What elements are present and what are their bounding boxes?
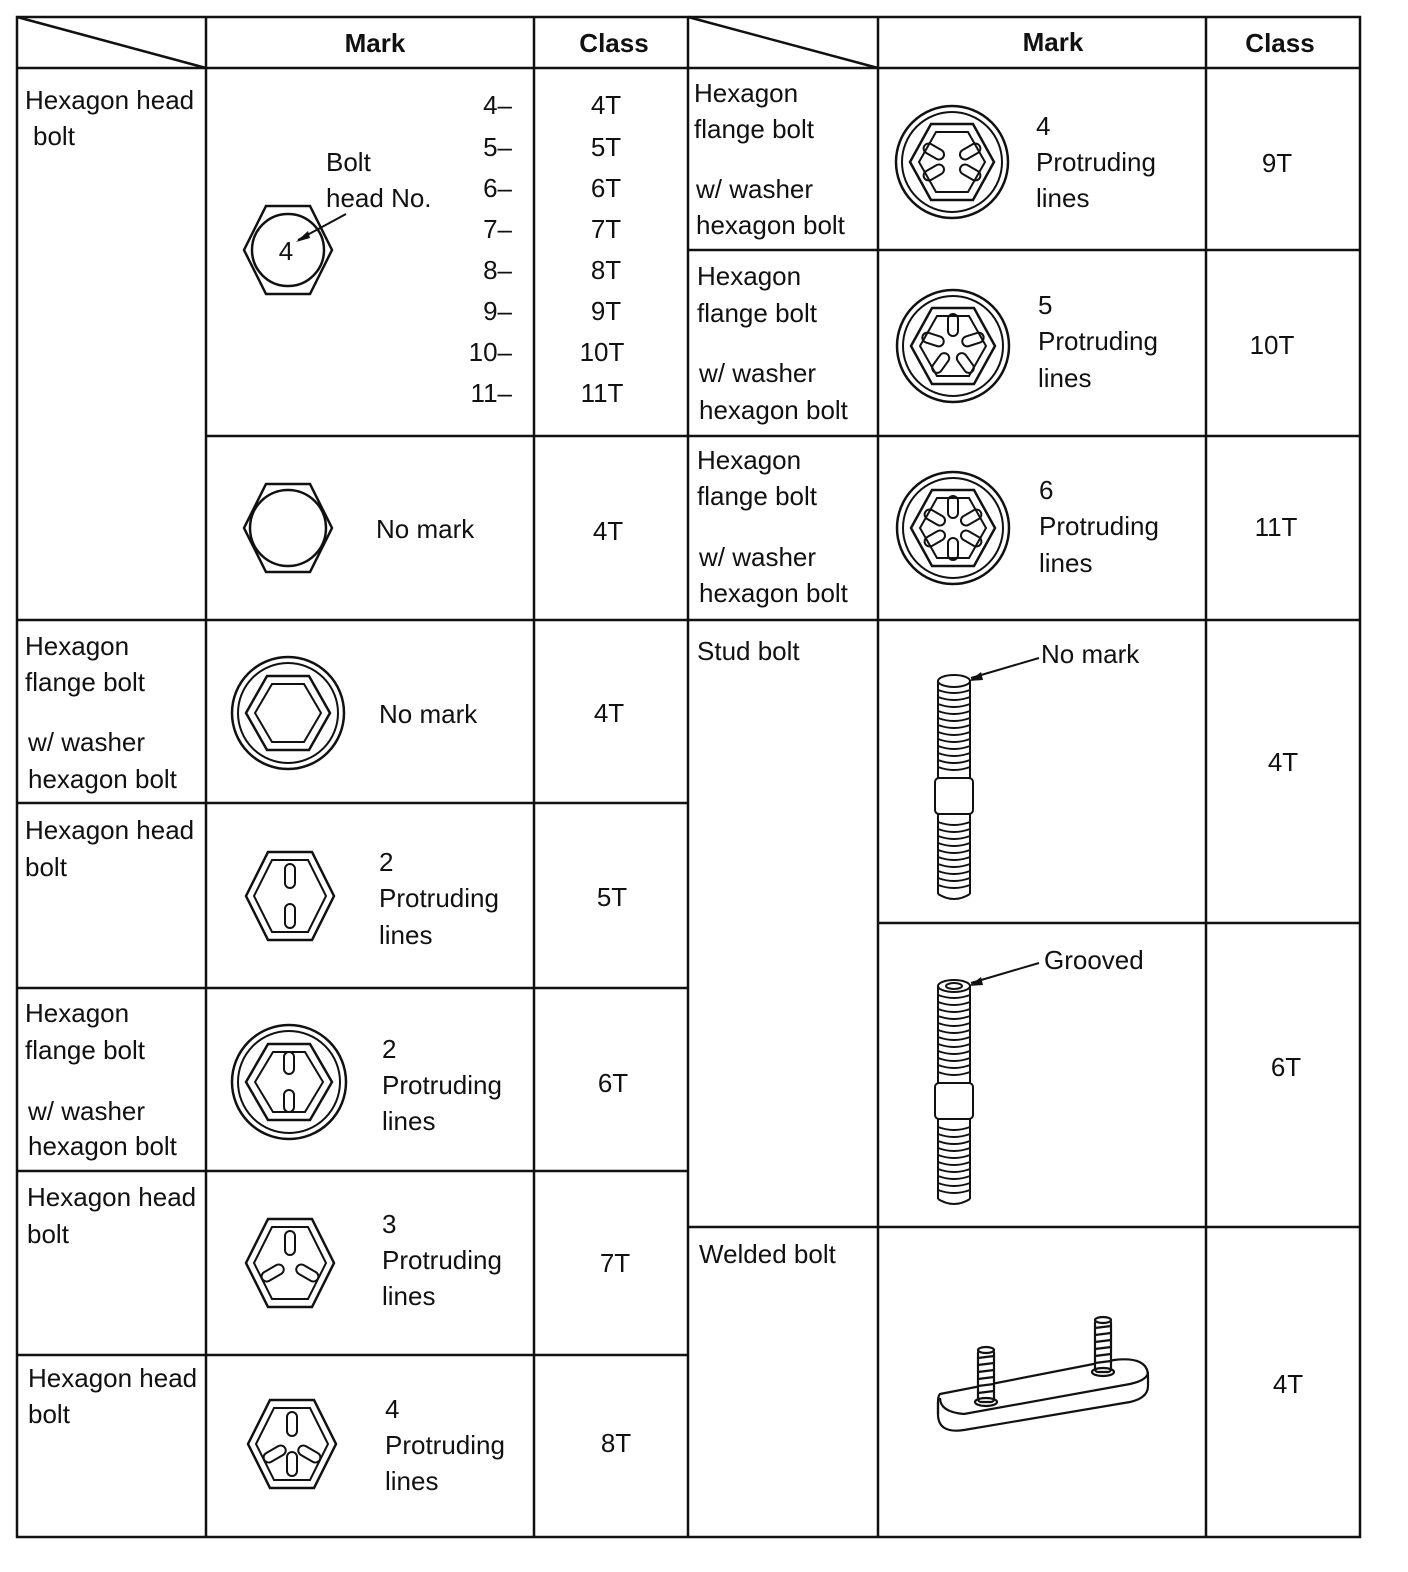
l7-mark-line1: 4 (385, 1394, 400, 1424)
l6-class: 7T (599, 1248, 631, 1278)
r3-mark-line2: Protruding (1039, 511, 1159, 541)
class-7t: 7T (590, 214, 622, 244)
r1-type-line3: w/ washer (696, 174, 814, 204)
hex-head-no-mark-icon (238, 478, 338, 578)
l3-type-line3: w/ washer (28, 727, 146, 757)
l6-mark-line1: 3 (382, 1209, 397, 1239)
head-no-4: 4– (483, 90, 512, 120)
r1-class: 9T (1261, 148, 1293, 178)
head-no-6: 6– (483, 173, 512, 203)
l7-class: 8T (600, 1428, 632, 1458)
stud-bolt-grooved-icon (925, 955, 1050, 1215)
stud-class-4t: 4T (1267, 747, 1299, 777)
l6-mark-line3: lines (382, 1281, 436, 1311)
r3-type-line4: hexagon bolt (699, 578, 848, 608)
l7-mark-line3: lines (385, 1466, 439, 1496)
stud-mark-no-mark: No mark (1041, 639, 1140, 669)
stud-bolt-no-mark-icon (925, 650, 1050, 910)
header-mark-left: Mark (344, 28, 406, 58)
head-number-example: 4 (278, 236, 294, 266)
l7-type-line1: Hexagon head (28, 1363, 198, 1393)
l3-type-line2: flange bolt (25, 667, 145, 697)
r3-mark-line1: 6 (1039, 475, 1054, 505)
flange-6-lines-icon (893, 468, 1013, 588)
l3-type-line1: Hexagon (25, 631, 130, 661)
bolt-head-label-line2: head No. (326, 183, 432, 213)
header-class-left: Class (579, 28, 649, 58)
l4-mark-line1: 2 (379, 847, 394, 877)
r1-type-line2: flange bolt (694, 114, 814, 144)
stud-mark-grooved: Grooved (1044, 945, 1144, 975)
head-no-5: 5– (483, 132, 512, 162)
r2-mark-line2: Protruding (1038, 326, 1158, 356)
l3-class: 4T (593, 698, 625, 728)
r3-type-line1: Hexagon (697, 445, 802, 475)
header-mark-right: Mark (1022, 27, 1084, 57)
class-9t: 9T (590, 296, 622, 326)
l3-type-line4: hexagon bolt (28, 764, 177, 794)
welded-class: 4T (1272, 1369, 1304, 1399)
bolt-head-label-line1: Bolt (326, 147, 371, 177)
l1-type-line1: Hexagon head (25, 85, 195, 115)
l4-type-line2: bolt (25, 852, 67, 882)
class-5t: 5T (590, 132, 622, 162)
hex-2-lines-icon (240, 846, 340, 946)
l1-type-line2: bolt (33, 121, 75, 151)
head-no-9: 9– (483, 296, 512, 326)
stud-type: Stud bolt (697, 636, 800, 666)
class-8t: 8T (590, 255, 622, 285)
r1-type-line1: Hexagon (694, 78, 799, 108)
l4-class: 5T (596, 882, 628, 912)
r1-type-line4: hexagon bolt (696, 210, 845, 240)
class-10t: 10T (579, 337, 625, 367)
l5-mark-line2: Protruding (382, 1070, 502, 1100)
welded-type: Welded bolt (699, 1239, 836, 1269)
r1-mark-line3: lines (1036, 183, 1090, 213)
header-class-right: Class (1245, 28, 1315, 58)
l4-type-line1: Hexagon head (25, 815, 195, 845)
flange-bolt-no-mark-icon (228, 654, 348, 772)
r2-type-line4: hexagon bolt (699, 395, 848, 425)
l5-type-line3: w/ washer (28, 1096, 146, 1126)
l4-mark-line2: Protruding (379, 883, 499, 913)
r2-type-line1: Hexagon (697, 261, 802, 291)
r2-type-line3: w/ washer (699, 358, 817, 388)
hex-4-lines-icon (242, 1394, 342, 1494)
class-11t: 11T (580, 378, 624, 408)
l5-type-line1: Hexagon (25, 998, 130, 1028)
r2-mark-line1: 5 (1038, 290, 1053, 320)
r2-class: 10T (1249, 330, 1295, 360)
l6-type-line2: bolt (27, 1219, 69, 1249)
l5-mark-line1: 2 (382, 1034, 397, 1064)
l7-type-line2: bolt (28, 1399, 70, 1429)
l3-mark: No mark (379, 699, 478, 729)
class-4t: 4T (590, 90, 622, 120)
l5-type-line4: hexagon bolt (28, 1131, 177, 1161)
class-6t: 6T (590, 173, 622, 203)
hex-head-number-icon (238, 200, 348, 304)
flange-bolt-2-lines-icon (228, 1022, 350, 1142)
l5-type-line2: flange bolt (25, 1035, 145, 1065)
head-no-10: 10– (468, 337, 512, 367)
r2-type-line2: flange bolt (697, 298, 817, 328)
l5-mark-line3: lines (382, 1106, 436, 1136)
stud-class-6t: 6T (1270, 1052, 1302, 1082)
flange-4-lines-icon (892, 102, 1012, 222)
r3-type-line2: flange bolt (697, 481, 817, 511)
r3-class: 11T (1254, 512, 1298, 542)
l7-mark-line2: Protruding (385, 1430, 505, 1460)
r3-type-line3: w/ washer (699, 542, 817, 572)
r2-mark-line3: lines (1038, 363, 1092, 393)
l2-class: 4T (592, 516, 624, 546)
r1-mark-line2: Protruding (1036, 147, 1156, 177)
l6-type-line1: Hexagon head (27, 1182, 197, 1212)
head-no-11: 11– (470, 378, 512, 408)
flange-5-lines-icon (893, 286, 1013, 406)
head-no-8: 8– (483, 255, 512, 285)
l4-mark-line3: lines (379, 920, 433, 950)
r1-mark-line1: 4 (1036, 111, 1051, 141)
l6-mark-line2: Protruding (382, 1245, 502, 1275)
l5-class: 6T (597, 1068, 629, 1098)
head-no-7: 7– (483, 214, 512, 244)
l2-mark: No mark (376, 514, 475, 544)
welded-bolt-icon (934, 1310, 1156, 1440)
r3-mark-line3: lines (1039, 548, 1093, 578)
hex-3-lines-icon (240, 1213, 340, 1313)
